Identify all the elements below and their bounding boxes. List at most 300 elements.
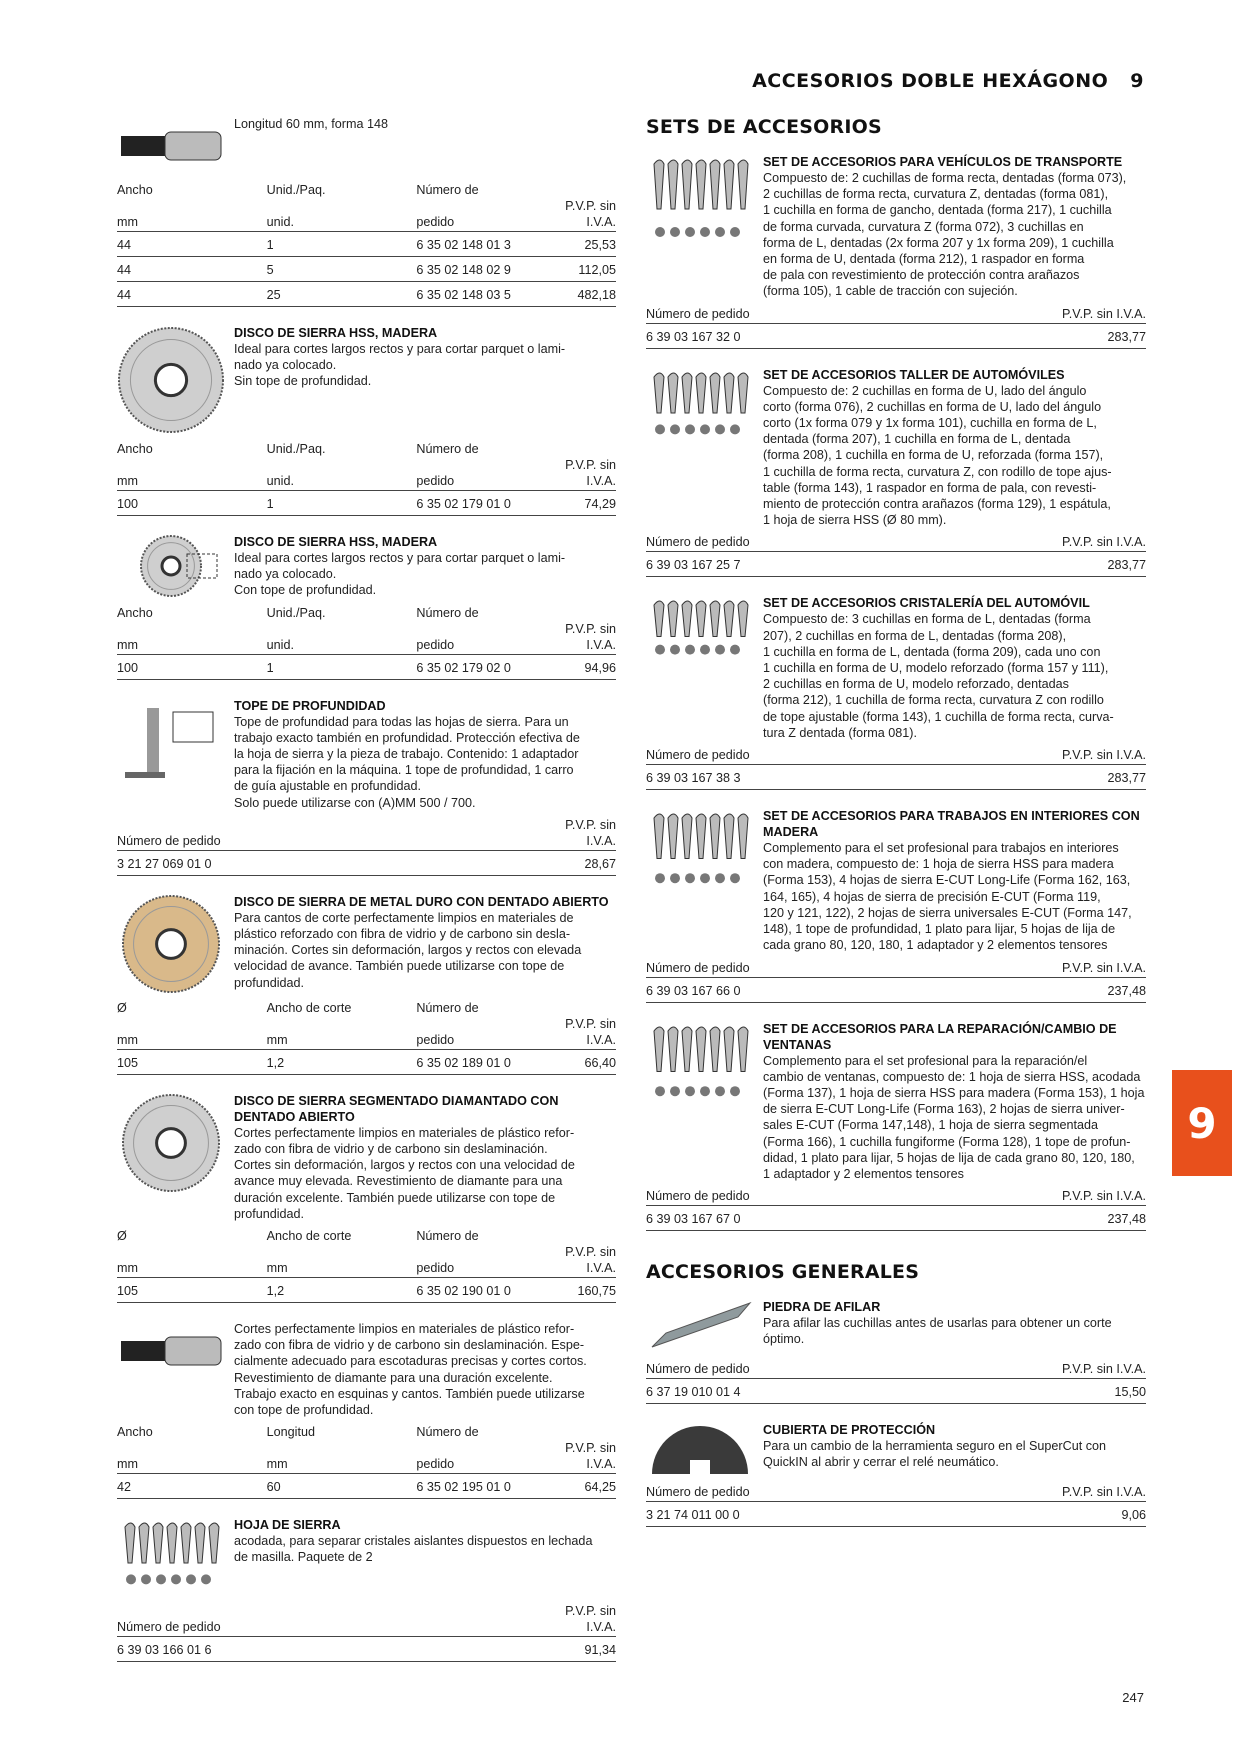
product-desc-line: de masilla. Paquete de 2 [234,1550,373,1565]
product-desc-line: con madera, compuesto de: 1 hoja de sierra HSS para madera [763,857,1114,872]
spec-row [117,232,616,257]
spec-cell: 44 [117,232,267,257]
order-header-row [646,960,1146,978]
product-desc-line: QuickIN al abrir y cerrar el relé neumático. [763,1455,999,1470]
spec-header-cell: unid. [266,215,294,229]
page-number: 247 [1122,1690,1144,1705]
spec-table [117,1603,616,1662]
spec-header-cell: mm [117,215,138,229]
product-desc-line: 1 cuchilla en forma de U, modelo reforzado (forma 157 y 111), [763,661,1109,676]
spec-cell: 100 [117,491,267,516]
product-desc-line: con tope de profundidad. [234,1403,374,1418]
product-desc-line: 1 cuchilla en forma de L, dentada (forma 209), cada uno con [763,644,1101,659]
spec-cell: 1 [267,654,417,679]
order-header-row [646,534,1146,552]
order-price: 9,06 [922,1502,1146,1527]
spec-cell: 5 [267,257,417,282]
product-desc-line: 2 cuchillas de forma recta, curvatura Z, dentadas (forma 081), [763,187,1109,202]
spec-header-cell: Ancho de corte [266,1229,352,1244]
product-desc-line: 1 adaptador y 2 elementos tensores [763,1166,964,1181]
order-row [646,1502,1146,1527]
spec-cell: 3 21 27 069 01 0 [117,850,267,875]
product-desc-line: de tope ajustable (forma 143), 1 cuchilla de forma recta, curva- [763,709,1114,724]
blade-set-icon [646,154,754,254]
product-image [646,367,763,447]
product-desc-line: Sin tope de profundidad. [234,374,372,389]
carbide-saw-disc-icon [117,894,225,994]
product-desc-line: (forma 208), 1 cuchilla en forma de U, reforzada (forma 157), [763,448,1104,463]
product-desc-line: Solo puede utilizarse con (A)MM 500 / 700. [234,795,476,810]
spec-header-cell: mm [266,1457,288,1472]
spec-cell [267,850,417,875]
spec-header-cell: Unid./Paq. [266,605,326,620]
order-header-row [646,747,1146,765]
order-number: 6 39 03 167 38 3 [646,765,922,790]
order-price: 283,77 [922,765,1146,790]
product-image [646,1021,763,1111]
product-desc-line: Para cantos de corte perfectamente limpios en materiales de [234,910,574,925]
order-header-row [646,1361,1146,1379]
spec-header-cell: P.V.P. sin I.V.A. [565,199,616,229]
product-block [117,1093,616,1222]
product-desc-line: 1 cuchilla en forma de gancho, dentada (forma 217), 1 cuchilla [763,203,1112,218]
spec-table [117,605,616,680]
saw-blade-straight-icon [117,116,225,176]
section-title: SETS DE ACCESORIOS [646,116,882,138]
order-header-row [646,1484,1146,1502]
product-desc-line: zado con fibra de vidrio y de carbono sin deslaminación. [234,1142,548,1157]
spec-row [117,257,616,282]
spec-header-cell: mm [117,637,138,652]
order-table [646,306,1146,349]
product-desc-line: Para un cambio de la herramienta seguro en el SuperCut con [763,1439,1107,1454]
spec-row [117,1049,616,1074]
spec-cell: 6 35 02 189 01 0 [416,1049,536,1074]
product-desc-line: en forma de U, dentada (forma 212), 1 raspador en forma [763,252,1085,267]
product-block [117,894,616,994]
spec-cell: 42 [117,1474,267,1499]
spec-cell: 28,67 [536,850,616,875]
spec-header-cell: P.V.P. sin I.V.A. [565,1441,616,1472]
product-block [646,1021,1146,1183]
spec-header-row [117,1016,616,1050]
product-desc-line: Cortes sin deformación, largos y rectos con una velocidad de [234,1158,575,1173]
spec-header-cell: P.V.P. sin I.V.A. [565,817,616,848]
spec-cell: 6 35 02 148 03 5 [416,282,536,307]
spec-cell: 6 35 02 179 02 0 [416,654,536,679]
product-desc-line: Compuesto de: 3 cuchillas en forma de L, dentadas (forma [763,612,1091,627]
spec-header-cell [536,1000,616,1016]
spec-header-row [117,817,616,851]
spec-header-cell [536,605,616,621]
order-price: 283,77 [922,552,1146,577]
spec-table [117,1000,616,1075]
spec-cell [416,850,536,875]
product-block [646,154,1146,300]
product-desc-line: 1 cuchilla de forma recta, curvatura Z, con rodillo de tope ajus- [763,464,1112,479]
spec-cell: 44 [117,282,267,307]
spec-header-cell: Ancho [117,1425,153,1440]
spec-cell [267,1637,417,1662]
spec-header-cell: Número de [416,442,479,456]
spec-row [117,491,616,516]
spec-cell: 105 [117,1278,267,1303]
order-label: Número de pedido [646,1362,750,1377]
spec-table [117,1228,616,1303]
spec-header-cell: Ancho [117,442,153,456]
price-label: P.V.P. sin I.V.A. [1061,1189,1146,1204]
circular-saw-disc-icon [117,325,225,435]
price-label: P.V.P. sin I.V.A. [1061,1485,1146,1500]
order-number: 6 39 03 167 66 0 [646,977,922,1002]
spec-cell: 66,40 [536,1049,616,1074]
spec-header-cell: Ancho [117,605,153,620]
product-desc-line: velocidad de avance. También puede utilizarse con tope de [234,959,565,974]
product-text [234,698,616,811]
spec-header-cell: Número de pedido [117,833,221,848]
product-desc-line: 1 hoja de sierra HSS (Ø 80 mm). [763,513,947,528]
spec-header-row [117,1244,616,1278]
spec-cell: 25 [267,282,417,307]
product-image [646,154,763,254]
product-desc-line: plástico reforzado con fibra de vidrio y de carbono sin desla- [234,927,571,942]
product-text [234,116,616,176]
product-desc-line: tura Z dentada (forma 081). [763,725,918,740]
spec-header-cell: Ø [117,1000,127,1015]
product-text [763,595,1146,741]
product-text [763,154,1146,300]
spec-cell: 64,25 [536,1474,616,1499]
spec-table [117,1424,616,1499]
product-desc-line: corto (1x forma 079 y 1x forma 101), cuchilla en forma de L, [763,416,1097,431]
product-desc-line: Ideal para cortes largos rectos y para cortar parquet o lami- [234,342,566,356]
order-row [646,552,1146,577]
product-title: HOJA DE SIERRA [234,1518,341,1533]
spec-header-cell: pedido [416,1032,455,1047]
protective-cover-icon [646,1422,754,1478]
product-desc-line: Trabajo exacto en esquinas y cantos. También puede utilizarse [234,1386,585,1401]
product-desc-line: cambio de ventanas, compuesto de: 1 hoja de sierra HSS, acodada [763,1069,1141,1084]
left-column [117,116,616,1680]
spec-row [117,282,616,307]
spec-row [117,1637,616,1662]
spec-cell: 105 [117,1049,267,1074]
spec-header-cell: pedido [416,637,455,652]
spec-header-cell: Unid./Paq. [266,183,326,197]
product-desc-line: 164, 165), 4 hojas de sierra de precisión E-CUT (Forma 119, [763,889,1101,904]
product-title: SET DE ACCESORIOS PARA LA REPARACIÓN/CAMBIO DE VENTANAS [763,1021,1117,1052]
product-desc-line: table (forma 143), 1 raspador en forma de pala, con revesti- [763,480,1097,495]
order-table [646,1484,1146,1527]
product-block [117,534,616,599]
product-desc-line: forma de L, dentadas (2x forma 207 y 1x forma 209), 1 cuchilla [763,235,1114,250]
product-text [763,1422,1146,1478]
product-title: PIEDRA DE AFILAR [763,1300,881,1315]
product-desc-line: (forma 105), 1 cable de tracción con sujeción. [763,284,1018,299]
spec-header-cell: unid. [266,474,294,488]
product-desc-line: (Forma 153), 4 hojas de sierra E-CUT Long-Life (Forma 162, 163, [763,873,1131,888]
order-label: Número de pedido [646,1189,750,1204]
spec-header-cell: mm [266,1032,288,1047]
spec-cell: 6 35 02 179 01 0 [416,491,536,516]
spec-header-cell [267,1603,417,1637]
spec-header-cell [416,1603,536,1637]
spec-cell: 160,75 [536,1278,616,1303]
order-header-row [646,306,1146,324]
order-number: 3 21 74 011 00 0 [646,1502,922,1527]
spec-cell: 112,05 [536,257,616,282]
product-desc-line: Longitud 60 mm, forma 148 [234,117,389,131]
product-desc-line: 148), 1 tope de profundidad, 1 plato para lijar, 5 hojas de lija de [763,922,1116,937]
product-image [117,698,234,798]
offset-saw-blade-icon [117,1517,225,1597]
spec-row [117,1278,616,1303]
spec-header-cell: Número de pedido [117,1620,221,1635]
sharpening-stone-icon [646,1299,754,1355]
product-block [646,1299,1146,1355]
spec-header-cell: unid. [266,637,294,652]
order-table [646,960,1146,1003]
spec-header-cell: mm [117,1032,138,1047]
order-label: Número de pedido [646,960,750,975]
spec-header-cell: Longitud [266,1425,315,1440]
spec-header-cell: mm [117,1457,138,1472]
price-label: P.V.P. sin I.V.A. [1061,535,1146,550]
spec-header-row [117,182,616,198]
product-title: SET DE ACCESORIOS CRISTALERÍA DEL AUTOMÓVIL [763,596,1090,611]
product-desc-line: (Forma 166), 1 cuchilla fungiforme (Forma 128), 1 tope de profun- [763,1134,1131,1149]
spec-table [117,182,616,307]
product-title: DISCO DE SIERRA DE METAL DURO CON DENTADO ABIERTO [234,894,609,909]
spec-header-row [117,605,616,621]
order-price: 237,48 [922,1206,1146,1231]
product-desc-line: Ideal para cortes largos rectos y para cortar parquet o lami- [234,551,566,565]
order-row [646,765,1146,790]
product-desc-line: duración excelente. También puede utilizarse con tope de [234,1190,556,1205]
spec-row [117,850,616,875]
order-label: Número de pedido [646,306,750,321]
spec-cell: 1 [267,232,417,257]
spec-header-cell [536,441,616,457]
product-desc-line: nado ya colocado. [234,358,337,373]
product-block [646,367,1146,529]
spec-header-cell: P.V.P. sin I.V.A. [565,1016,616,1047]
product-image [117,1321,234,1381]
spec-cell: 6 35 02 148 01 3 [416,232,536,257]
spec-header-cell: P.V.P. sin I.V.A. [565,1245,616,1276]
product-text [234,1321,616,1418]
product-desc-line: Cortes perfectamente limpios en materiales de plástico refor- [234,1125,575,1140]
product-desc-line: cada grano 80, 120, 180, 1 adaptador y 2 elementos tensores [763,938,1108,953]
spec-header-row [117,621,616,655]
product-block [117,698,616,811]
spec-header-cell: pedido [416,215,455,229]
product-title: TOPE DE PROFUNDIDAD [234,698,386,713]
spec-row [117,654,616,679]
window-set-icon [646,1021,754,1111]
product-desc-line: miento de protección contra arañazos (forma 129), 1 espátula, [763,497,1111,512]
spec-header-row [117,1228,616,1244]
spec-header-row [117,441,616,457]
product-desc-line: trabajo exacto también en profundidad. Protección efectiva de [234,730,580,745]
product-image [646,595,763,665]
spec-header-cell: mm [117,474,138,488]
product-desc-line: minación. Cortes sin deformación, largos y rectos con elevada [234,943,582,958]
depth-stop-icon [117,698,225,798]
product-text [763,808,1146,953]
diamond-plunge-blade-icon [117,1321,225,1381]
spec-cell: 1 [267,491,417,516]
spec-header-cell [267,817,417,851]
spec-header-row [117,1424,616,1440]
order-number: 6 39 03 167 67 0 [646,1206,922,1231]
spec-cell: 25,53 [536,232,616,257]
header-title: ACCESORIOS DOBLE HEXÁGONO [752,70,1109,92]
product-image [117,325,234,435]
product-desc-line: corto (forma 076), 2 cuchillas en forma de U, lado del ángulo [763,399,1102,414]
spec-cell: 1,2 [267,1049,417,1074]
product-image [646,1422,763,1478]
spec-header-row [117,1000,616,1016]
order-row [646,1379,1146,1404]
spec-header-cell: Número de [416,1000,479,1015]
spec-cell: 44 [117,257,267,282]
order-table [646,747,1146,790]
spec-header-cell [536,1424,616,1440]
header-chapter: 9 [1130,70,1144,92]
spec-header-cell: Ancho de corte [266,1000,352,1015]
price-label: P.V.P. sin I.V.A. [1061,748,1146,763]
product-block [117,116,616,176]
diamond-saw-disc-icon [117,1093,225,1193]
product-text [234,1093,616,1222]
spec-cell: 6 35 02 195 01 0 [416,1474,536,1499]
order-number: 6 39 03 167 32 0 [646,323,922,348]
product-block [117,1321,616,1418]
product-desc-line: Para afilar las cuchillas antes de usarlas para obtener un corte [763,1316,1112,1331]
spec-header-cell [536,1228,616,1244]
product-desc-line: cialmente adecuado para escotaduras precisas y cortes cortos. [234,1354,587,1369]
spec-header-row [117,1603,616,1637]
product-desc-line: de pala con revestimiento de protección contra arañazos [763,268,1080,283]
product-desc-line: de forma curvada, curvatura Z (forma 072), 3 cuchillas en [763,219,1084,234]
spec-header-cell: Número de [416,1425,479,1440]
product-desc-line: sales E-CUT (Forma 147,148), 1 hoja de sierra segmentada [763,1118,1099,1133]
product-text [234,1517,616,1597]
product-image [117,116,234,176]
spec-cell: 6 39 03 166 01 6 [117,1637,267,1662]
spec-header-cell: pedido [416,1261,455,1276]
spec-header-cell: Número de [416,1229,479,1244]
spec-cell: 60 [267,1474,417,1499]
spec-header-cell: Número de [416,605,479,620]
product-desc-line: Compuesto de: 2 cuchillas en forma de U, lado del ángulo [763,383,1087,398]
product-desc-line: 2 cuchillas en forma de U, modelo reforzado, dentadas [763,677,1069,692]
product-desc-line: 120 y 121, 122), 2 hojas de sierra universales E-CUT (Forma 147, [763,905,1132,920]
order-label: Número de pedido [646,1485,750,1500]
price-label: P.V.P. sin I.V.A. [1061,306,1146,321]
spec-table [117,441,616,516]
workshop-set-icon [646,367,754,447]
product-desc-line: didad, 1 plato para lijar, 5 hojas de lija de cada grano 80, 120, 180, [763,1150,1135,1165]
product-block [117,1517,616,1597]
order-row [646,977,1146,1002]
wood-set-icon [646,808,754,898]
right-column [646,116,1146,1545]
product-block [646,595,1146,741]
order-price: 15,50 [922,1379,1146,1404]
product-block [646,808,1146,953]
product-text [234,894,616,994]
spec-cell: 74,29 [536,491,616,516]
product-desc-line: (Forma 137), 1 hoja de sierra HSS para madera (Forma 153), 1 hoja [763,1085,1145,1100]
order-table [646,1188,1146,1231]
product-desc-line: Compuesto de: 2 cuchillas de forma recta, dentadas (forma 073), [763,171,1127,185]
product-desc-line: (forma 212), 1 cuchilla de forma recta, curvatura Z con rodillo [763,693,1104,708]
product-desc-line: avance muy elevada. Revestimiento de diamante para una [234,1174,563,1189]
price-label: P.V.P. sin I.V.A. [1061,960,1146,975]
order-table [646,1361,1146,1404]
product-desc-line: Con tope de profundidad. [234,583,377,598]
glazing-set-icon [646,595,754,665]
product-block [646,1422,1146,1478]
spec-cell: 91,34 [536,1637,616,1662]
spec-header-cell: P.V.P. sin I.V.A. [565,621,616,652]
spec-cell: 6 35 02 190 01 0 [416,1278,536,1303]
spec-header-row [117,198,616,232]
product-desc-line: de sierra E-CUT Long-Life (Forma 163), 2 hojas de sierra univer- [763,1102,1125,1117]
order-header-row [646,1188,1146,1206]
product-desc-line: Complemento para el set profesional para trabajos en interiores [763,841,1119,856]
product-text [234,325,616,435]
order-price: 237,48 [922,977,1146,1002]
order-number: 6 37 19 010 01 4 [646,1379,922,1404]
spec-row [117,1474,616,1499]
spec-cell: 6 35 02 148 02 9 [416,257,536,282]
product-desc-line: acodada, para separar cristales aislantes dispuestos en lechada [234,1534,593,1549]
product-desc-line: para la fijación en la máquina. 1 tope de profundidad, 1 carro [234,763,574,778]
order-row [646,323,1146,348]
product-image [646,808,763,898]
product-desc-line: dentada (forma 207), 1 cuchilla en forma de L, dentada [763,432,1071,447]
product-title: DISCO DE SIERRA HSS, MADERA [234,535,438,549]
product-text [763,1021,1146,1183]
order-label: Número de pedido [646,748,750,763]
spec-header-cell: Ø [117,1229,127,1244]
spec-header-row [117,457,616,491]
spec-header-cell [536,182,616,198]
product-title: SET DE ACCESORIOS PARA TRABAJOS EN INTERIORES CON MADERA [763,809,1140,840]
product-image [117,894,234,994]
product-desc-line: profundidad. [234,975,305,990]
product-desc-line: 207), 2 cuchillas en forma de L, dentadas (forma 208), [763,628,1067,643]
product-desc-line: Tope de profundidad para todas las hojas de sierra. Para un [234,714,569,729]
spec-cell: 100 [117,654,267,679]
section-title: ACCESORIOS GENERALES [646,1261,920,1284]
product-image [117,1093,234,1193]
order-row [646,1206,1146,1231]
spec-header-cell: mm [117,1261,138,1276]
product-title: DISCO DE SIERRA HSS, MADERA [234,326,438,340]
spec-header-cell: mm [266,1261,288,1276]
spec-cell: 94,96 [536,654,616,679]
saw-disc-with-depth-stop-icon [117,534,225,598]
spec-header-cell: Ancho [117,183,153,197]
spec-header-cell: pedido [416,474,455,488]
spec-header-cell: P.V.P. sin I.V.A. [565,458,616,488]
order-table [646,534,1146,577]
product-desc-line: profundidad. [234,1206,305,1221]
